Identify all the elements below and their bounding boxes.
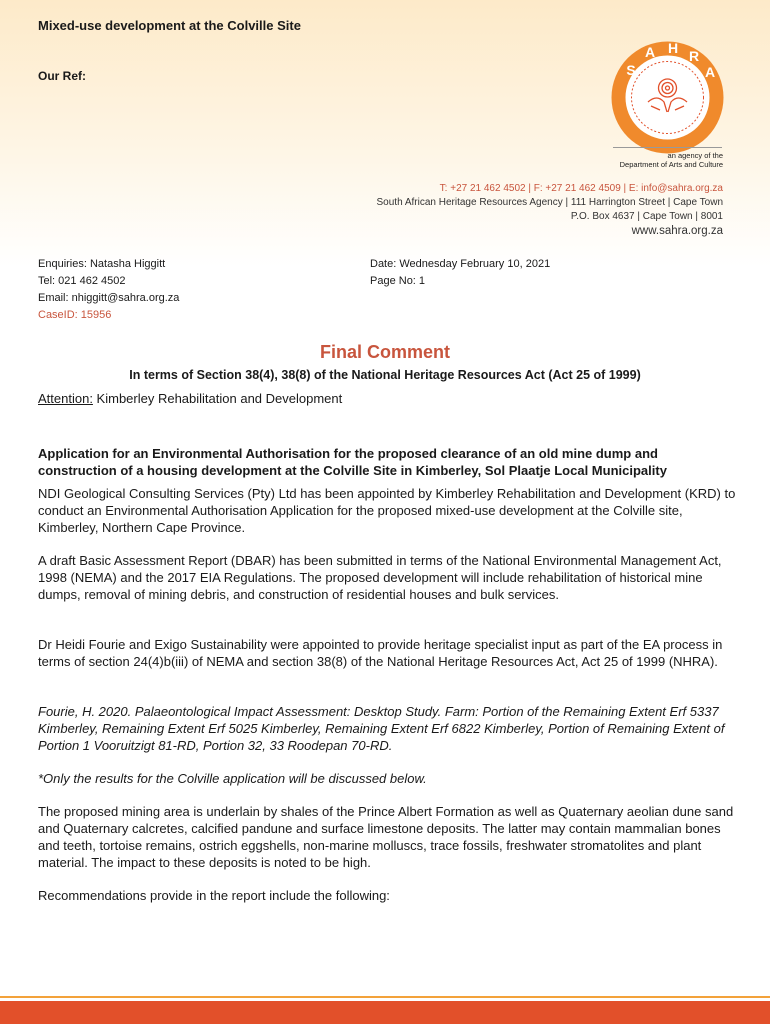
org-divider bbox=[613, 147, 722, 148]
enquiries-block bbox=[38, 256, 179, 324]
footer-bar bbox=[0, 1001, 770, 1024]
logo-letter-s: S bbox=[626, 62, 636, 78]
logo-letter-a2: A bbox=[704, 64, 716, 80]
contact-address: South African Heritage Resources Agency | 111 Harrington Street | Cape Town bbox=[376, 197, 723, 208]
attention-value: Kimberley Rehabilitation and Development bbox=[92, 391, 343, 406]
footer-accent-line bbox=[0, 996, 770, 998]
logo-letter-r: R bbox=[688, 48, 700, 64]
paragraph-specialist: Dr Heidi Fourie and Exigo Sustainability were appointed to provide heritage specialist input as part of the EA process in terms of section 24(4)b(iii) of NEMA and section 38(8) of the National Heritage Resources Act, Act 25 of 1999 (NHRA). bbox=[38, 637, 723, 669]
website-link[interactable]: www.sahra.org.za bbox=[631, 225, 723, 237]
paragraph-reference: Fourie, H. 2020. Palaeontological Impact Assessment: Desktop Study. Farm: Portion of the Remaining Extent Erf 5337 Kimberley, Remaining Extent Erf 5025 Kimberley, Remaining Extent Erf 6822 Kimberley, Portion of Remaining Extent of Portion 1 Vooruitzigt 81-RD, Portion 32, 33 Roodepan 70-RD. bbox=[38, 704, 725, 753]
paragraph-geology: The proposed mining area is underlain by shales of the Prince Albert Formation as well as Quaternary aeolian dune sand and Quaternary calcretes, calcified pandune and surface limestone deposits. The latter may contain mammalian bones and teeth, tortoise remains, ostrich eggshells, non-marine molluscs, trace fossils, freshwater stromatolites and plant material. The impact to these deposits is noted to be high. bbox=[38, 804, 734, 870]
our-ref-label: Our Ref: bbox=[38, 69, 86, 83]
attention-label: Attention: bbox=[38, 391, 93, 406]
agency-line-2: Department of Arts and Culture bbox=[619, 160, 723, 169]
contact-phone-email: T: +27 21 462 4502 | F: +27 21 462 4509 | E: info@sahra.org.za bbox=[439, 183, 723, 194]
section-reference: In terms of Section 38(4), 38(8) of the National Heritage Resources Act (Act 25 of 1999) bbox=[129, 368, 641, 382]
final-comment-heading: Final Comment bbox=[319, 342, 450, 362]
agency-line-1: an agency of the bbox=[667, 151, 723, 160]
attention-line bbox=[38, 391, 342, 406]
meta-block bbox=[370, 256, 550, 290]
case-id: CaseID: 15956 bbox=[38, 309, 112, 321]
document-title: Mixed-use development at the Colville Site bbox=[38, 18, 301, 33]
agency-block bbox=[620, 151, 723, 169]
logo-letter-h: H bbox=[667, 40, 679, 56]
paragraph-recommendations: Recommendations provide in the report include the following: bbox=[38, 888, 390, 903]
application-title: Application for an Environmental Authorisation for the proposed clearance of an old mine dump and construction of a housing development at the Colville Site in Kimberley, Sol Plaatje Local Municipality bbox=[38, 446, 667, 478]
contact-po-box: P.O. Box 4637 | Cape Town | 8001 bbox=[570, 211, 723, 222]
contact-block bbox=[377, 182, 724, 238]
paragraph-dbar: A draft Basic Assessment Report (DBAR) has been submitted in terms of the National Environmental Management Act, 1998 (NEMA) and the 2017 EIA Regulations. The proposed development will include rehabilitation of historical mine dumps, removal of mining debris, and construction of residential houses and bulk services. bbox=[38, 553, 722, 602]
paragraph-note: *Only the results for the Colville application will be discussed below. bbox=[38, 771, 427, 786]
logo-letter-a: A bbox=[644, 44, 656, 60]
enquiries-name: Enquiries: Natasha Higgitt bbox=[38, 258, 166, 270]
enquiries-tel: Tel: 021 462 4502 bbox=[38, 275, 126, 287]
sahra-logo bbox=[610, 40, 725, 155]
document-date: Date: Wednesday February 10, 2021 bbox=[370, 258, 551, 270]
enquiries-email[interactable]: Email: nhiggitt@sahra.org.za bbox=[38, 292, 180, 304]
page-number: Page No: 1 bbox=[370, 275, 426, 287]
paragraph-appointment: NDI Geological Consulting Services (Pty) Ltd has been appointed by Kimberley Rehabilitation and Development (KRD) to conduct an Environmental Authorisation Application for the proposed mixed-use development at the Colville site, Kimberley, Northern Cape Province. bbox=[38, 486, 736, 535]
